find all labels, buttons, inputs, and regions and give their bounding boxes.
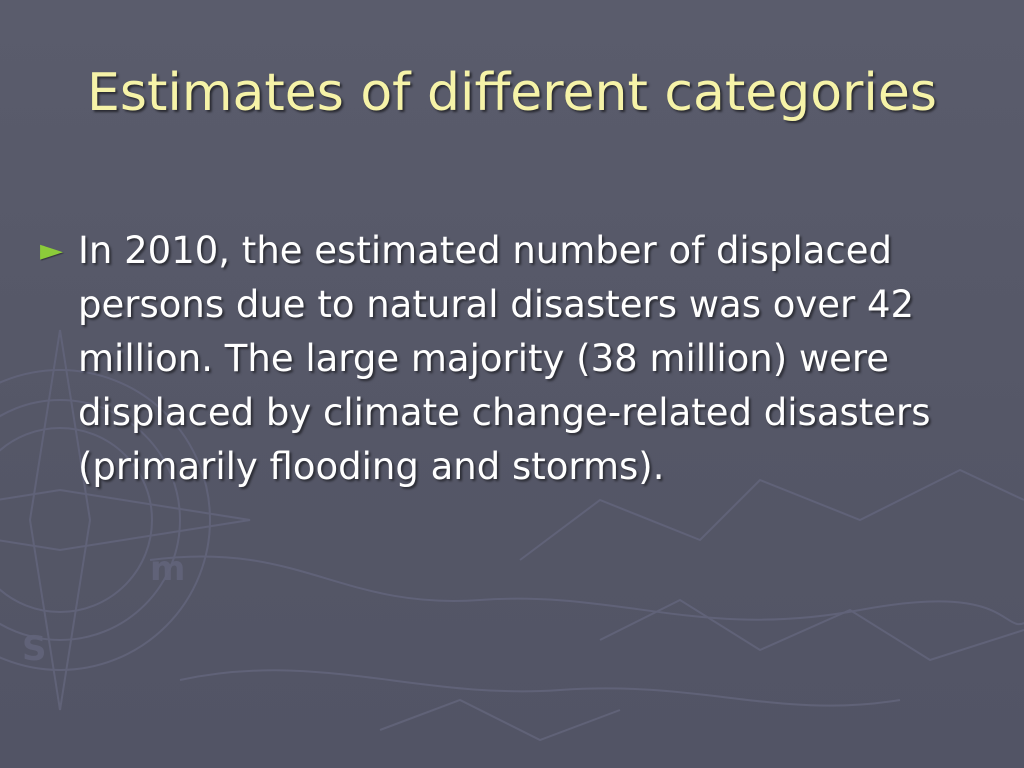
slide-title: Estimates of different categories [87, 63, 937, 123]
triangle-bullet-icon: ► [40, 233, 64, 268]
bullet-item [40, 224, 985, 494]
svg-text:m: m [150, 549, 186, 589]
svg-text:S: S [22, 629, 47, 669]
bullet-text: In 2010, the estimated number of displaced persons due to natural disasters was over 42 million. The large majority (38 million) were displaced by climate change-related disasters (primarily flooding and storms). [78, 229, 931, 488]
